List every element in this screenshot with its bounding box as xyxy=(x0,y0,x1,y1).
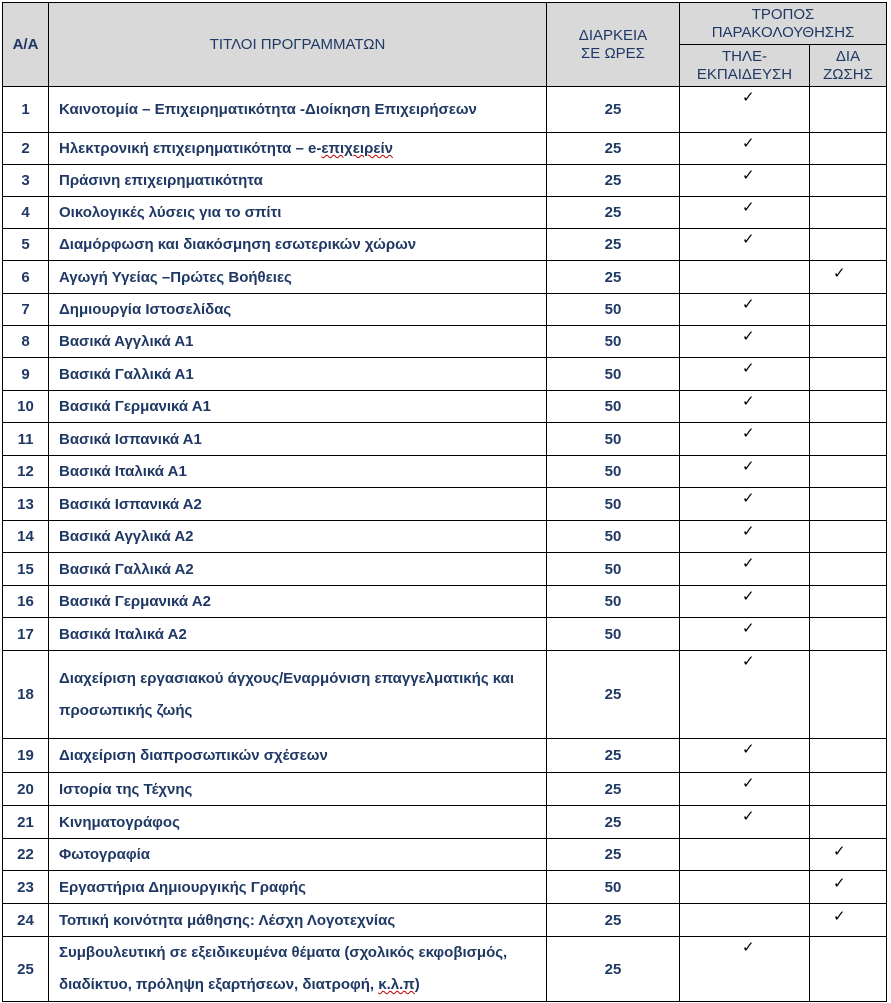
row-number: 24 xyxy=(3,904,49,937)
duration-hours: 50 xyxy=(547,871,680,904)
table-row xyxy=(3,806,887,839)
table-row xyxy=(3,87,887,133)
duration-hours: 50 xyxy=(547,358,680,391)
row-number: 7 xyxy=(3,294,49,326)
check-icon: ✓ xyxy=(742,327,755,345)
header-titles: ΤΙΤΛΟΙ ΠΡΟΓΡΑΜΜΑΤΩΝ xyxy=(49,3,547,87)
check-icon: ✓ xyxy=(742,359,755,377)
program-title: Τοπική κοινότητα μάθησης: Λέσχη Λογοτεχνίας xyxy=(49,904,547,937)
check-icon: ✓ xyxy=(742,652,755,670)
table-row xyxy=(3,586,887,618)
table-row xyxy=(3,904,887,937)
program-title-part: Ηλεκτρονική επιχειρηματικότητα – e- xyxy=(59,140,322,157)
program-title: Βασικά Ισπανικά Α1 xyxy=(49,423,547,456)
in-person-cell xyxy=(810,391,887,423)
program-title-part: επιχειρείν xyxy=(321,140,393,157)
program-title: Διαχείριση διαπροσωπικών σχέσεων xyxy=(49,739,547,773)
program-title-part: κ.λ.π xyxy=(378,976,415,993)
header-tele-line1: ΤΗΛΕ- xyxy=(721,47,767,65)
row-number: 15 xyxy=(3,553,49,586)
program-title: Βασικά Γαλλικά Α1 xyxy=(49,358,547,391)
table-row xyxy=(3,521,887,553)
duration-hours: 25 xyxy=(547,87,680,133)
row-number: 13 xyxy=(3,488,49,521)
row-number: 12 xyxy=(3,456,49,488)
tele-education-cell xyxy=(680,165,810,197)
in-person-cell xyxy=(810,261,887,294)
header-duration xyxy=(547,3,680,87)
table-row xyxy=(3,553,887,586)
tele-education-cell xyxy=(680,651,810,739)
table-row xyxy=(3,326,887,358)
program-title: Καινοτομία – Επιχειρηματικότητα -Διοίκηση Επιχειρήσεων xyxy=(49,87,547,133)
table-row xyxy=(3,871,887,904)
duration-hours: 50 xyxy=(547,488,680,521)
table-row xyxy=(3,261,887,294)
in-person-cell xyxy=(810,456,887,488)
tele-education-cell xyxy=(680,456,810,488)
check-icon: ✓ xyxy=(742,807,755,825)
check-icon: ✓ xyxy=(742,392,755,410)
header-mode xyxy=(680,3,887,45)
header-live-line1: ΔΙΑ xyxy=(835,47,861,65)
duration-hours: 50 xyxy=(547,618,680,651)
duration-hours: 25 xyxy=(547,839,680,871)
program-title: Οικολογικές λύσεις για το σπίτι xyxy=(49,197,547,229)
row-number: 19 xyxy=(3,739,49,773)
duration-hours: 25 xyxy=(547,937,680,1002)
header-live-line2: ΖΩΣΗΣ xyxy=(823,65,873,83)
tele-education-cell xyxy=(680,586,810,618)
row-number: 20 xyxy=(3,773,49,806)
duration-hours: 50 xyxy=(547,456,680,488)
table-row xyxy=(3,294,887,326)
check-icon: ✓ xyxy=(742,166,755,184)
row-number: 3 xyxy=(3,165,49,197)
row-number: 10 xyxy=(3,391,49,423)
table-row xyxy=(3,165,887,197)
program-title: Βασικά Γαλλικά Α2 xyxy=(49,553,547,586)
header-tele xyxy=(680,45,810,87)
tele-education-cell xyxy=(680,261,810,294)
check-icon: ✓ xyxy=(742,587,755,605)
row-number: 6 xyxy=(3,261,49,294)
program-title: Αγωγή Υγείας –Πρώτες Βοήθειες xyxy=(49,261,547,294)
tele-education-cell xyxy=(680,358,810,391)
program-title: Βασικά Ισπανικά Α2 xyxy=(49,488,547,521)
check-icon: ✓ xyxy=(742,134,755,152)
program-title: Πράσινη επιχειρηματικότητα xyxy=(49,165,547,197)
tele-education-cell xyxy=(680,937,810,1002)
row-number: 11 xyxy=(3,423,49,456)
program-title: Δημιουργία Ιστοσελίδας xyxy=(49,294,547,326)
row-number: 23 xyxy=(3,871,49,904)
table-row xyxy=(3,229,887,261)
header-mode-line1: ΤΡΟΠΟΣ xyxy=(751,5,815,23)
header-aa: Α/Α xyxy=(3,3,49,87)
table-body xyxy=(3,87,887,1002)
duration-hours: 25 xyxy=(547,165,680,197)
program-title: Ιστορία της Τέχνης xyxy=(49,773,547,806)
in-person-cell xyxy=(810,358,887,391)
row-number: 5 xyxy=(3,229,49,261)
duration-hours: 25 xyxy=(547,806,680,839)
table-row xyxy=(3,937,887,1002)
duration-hours: 25 xyxy=(547,904,680,937)
tele-education-cell xyxy=(680,133,810,165)
program-title: Βασικά Ιταλικά Α1 xyxy=(49,456,547,488)
program-title: Βασικά Ιταλικά Α2 xyxy=(49,618,547,651)
program-title xyxy=(49,133,547,165)
duration-hours: 50 xyxy=(547,326,680,358)
tele-education-cell xyxy=(680,294,810,326)
row-number: 2 xyxy=(3,133,49,165)
in-person-cell xyxy=(810,423,887,456)
check-icon: ✓ xyxy=(742,774,755,792)
header-tele-line2: ΕΚΠΑΙΔΕΥΣΗ xyxy=(696,65,793,83)
tele-education-cell xyxy=(680,229,810,261)
tele-education-cell xyxy=(680,904,810,937)
tele-education-cell xyxy=(680,87,810,133)
table-row xyxy=(3,773,887,806)
table-row xyxy=(3,423,887,456)
programs-table xyxy=(2,2,887,1002)
in-person-cell xyxy=(810,586,887,618)
row-number: 9 xyxy=(3,358,49,391)
row-number: 22 xyxy=(3,839,49,871)
tele-education-cell xyxy=(680,739,810,773)
tele-education-cell xyxy=(680,391,810,423)
row-number: 25 xyxy=(3,937,49,1002)
program-title-part: ) xyxy=(414,976,420,993)
tele-education-cell xyxy=(680,806,810,839)
in-person-cell xyxy=(810,197,887,229)
duration-hours: 25 xyxy=(547,773,680,806)
program-title: Βασικά Αγγλικά Α2 xyxy=(49,521,547,553)
tele-education-cell xyxy=(680,871,810,904)
duration-hours: 25 xyxy=(547,229,680,261)
program-title: Διαχείριση εργασιακού άγχους/Εναρμόνιση επαγγελματικής και προσωπικής ζωής xyxy=(49,651,547,739)
duration-hours: 50 xyxy=(547,586,680,618)
in-person-cell xyxy=(810,937,887,1002)
in-person-cell xyxy=(810,133,887,165)
in-person-cell xyxy=(810,904,887,937)
tele-education-cell xyxy=(680,423,810,456)
in-person-cell xyxy=(810,87,887,133)
row-number: 18 xyxy=(3,651,49,739)
tele-education-cell xyxy=(680,553,810,586)
duration-hours: 50 xyxy=(547,294,680,326)
table-row xyxy=(3,839,887,871)
duration-hours: 25 xyxy=(547,261,680,294)
table-row xyxy=(3,488,887,521)
check-icon: ✓ xyxy=(742,554,755,572)
program-title: Διαμόρφωση και διακόσμηση εσωτερικών χώρων xyxy=(49,229,547,261)
table-row xyxy=(3,391,887,423)
duration-hours: 25 xyxy=(547,133,680,165)
check-icon: ✓ xyxy=(833,907,846,925)
table-row xyxy=(3,618,887,651)
check-icon: ✓ xyxy=(742,198,755,216)
program-title: Φωτογραφία xyxy=(49,839,547,871)
row-number: 17 xyxy=(3,618,49,651)
in-person-cell xyxy=(810,871,887,904)
row-number: 16 xyxy=(3,586,49,618)
tele-education-cell xyxy=(680,197,810,229)
check-icon: ✓ xyxy=(833,264,846,282)
check-icon: ✓ xyxy=(742,457,755,475)
table-row xyxy=(3,133,887,165)
table-row xyxy=(3,456,887,488)
row-number: 1 xyxy=(3,87,49,133)
in-person-cell xyxy=(810,165,887,197)
in-person-cell xyxy=(810,521,887,553)
in-person-cell xyxy=(810,806,887,839)
program-title: Βασικά Γερμανικά Α1 xyxy=(49,391,547,423)
header-live xyxy=(810,45,887,87)
row-number: 21 xyxy=(3,806,49,839)
row-number: 14 xyxy=(3,521,49,553)
in-person-cell xyxy=(810,739,887,773)
in-person-cell xyxy=(810,553,887,586)
in-person-cell xyxy=(810,326,887,358)
duration-hours: 50 xyxy=(547,423,680,456)
check-icon: ✓ xyxy=(742,230,755,248)
check-icon: ✓ xyxy=(742,619,755,637)
in-person-cell xyxy=(810,488,887,521)
in-person-cell xyxy=(810,839,887,871)
tele-education-cell xyxy=(680,488,810,521)
table-row xyxy=(3,651,887,739)
program-title-part: Συμβουλευτική σε εξειδικευμένα θέματα (σχολικός εκφοβισμός, διαδίκτυο, πρόληψη εξαρτήσεων, διατροφή, xyxy=(59,944,508,993)
tele-education-cell xyxy=(680,618,810,651)
table-row xyxy=(3,358,887,391)
in-person-cell xyxy=(810,229,887,261)
header-duration-line1: ΔΙΑΡΚΕΙΑ xyxy=(578,26,648,44)
program-title xyxy=(49,937,547,1002)
program-title: Βασικά Αγγλικά Α1 xyxy=(49,326,547,358)
in-person-cell xyxy=(810,773,887,806)
program-title: Εργαστήρια Δημιουργικής Γραφής xyxy=(49,871,547,904)
in-person-cell xyxy=(810,618,887,651)
duration-hours: 50 xyxy=(547,553,680,586)
row-number: 4 xyxy=(3,197,49,229)
check-icon: ✓ xyxy=(742,938,755,956)
table-row xyxy=(3,739,887,773)
tele-education-cell xyxy=(680,521,810,553)
check-icon: ✓ xyxy=(833,874,846,892)
in-person-cell xyxy=(810,294,887,326)
duration-hours: 25 xyxy=(547,739,680,773)
check-icon: ✓ xyxy=(742,295,755,313)
duration-hours: 50 xyxy=(547,391,680,423)
tele-education-cell xyxy=(680,839,810,871)
duration-hours: 25 xyxy=(547,651,680,739)
check-icon: ✓ xyxy=(742,522,755,540)
table-row xyxy=(3,197,887,229)
check-icon: ✓ xyxy=(833,842,846,860)
duration-hours: 25 xyxy=(547,197,680,229)
header-mode-line2: ΠΑΡΑΚΟΛΟΥΘΗΣΗΣ xyxy=(711,23,855,41)
row-number: 8 xyxy=(3,326,49,358)
program-title: Βασικά Γερμανικά Α2 xyxy=(49,586,547,618)
check-icon: ✓ xyxy=(742,740,755,758)
check-icon: ✓ xyxy=(742,489,755,507)
check-icon: ✓ xyxy=(742,424,755,442)
header-duration-line2: ΣΕ ΩΡΕΣ xyxy=(581,44,645,62)
tele-education-cell xyxy=(680,326,810,358)
in-person-cell xyxy=(810,651,887,739)
check-icon: ✓ xyxy=(742,88,755,106)
duration-hours: 50 xyxy=(547,521,680,553)
program-title: Κινηματογράφος xyxy=(49,806,547,839)
tele-education-cell xyxy=(680,773,810,806)
